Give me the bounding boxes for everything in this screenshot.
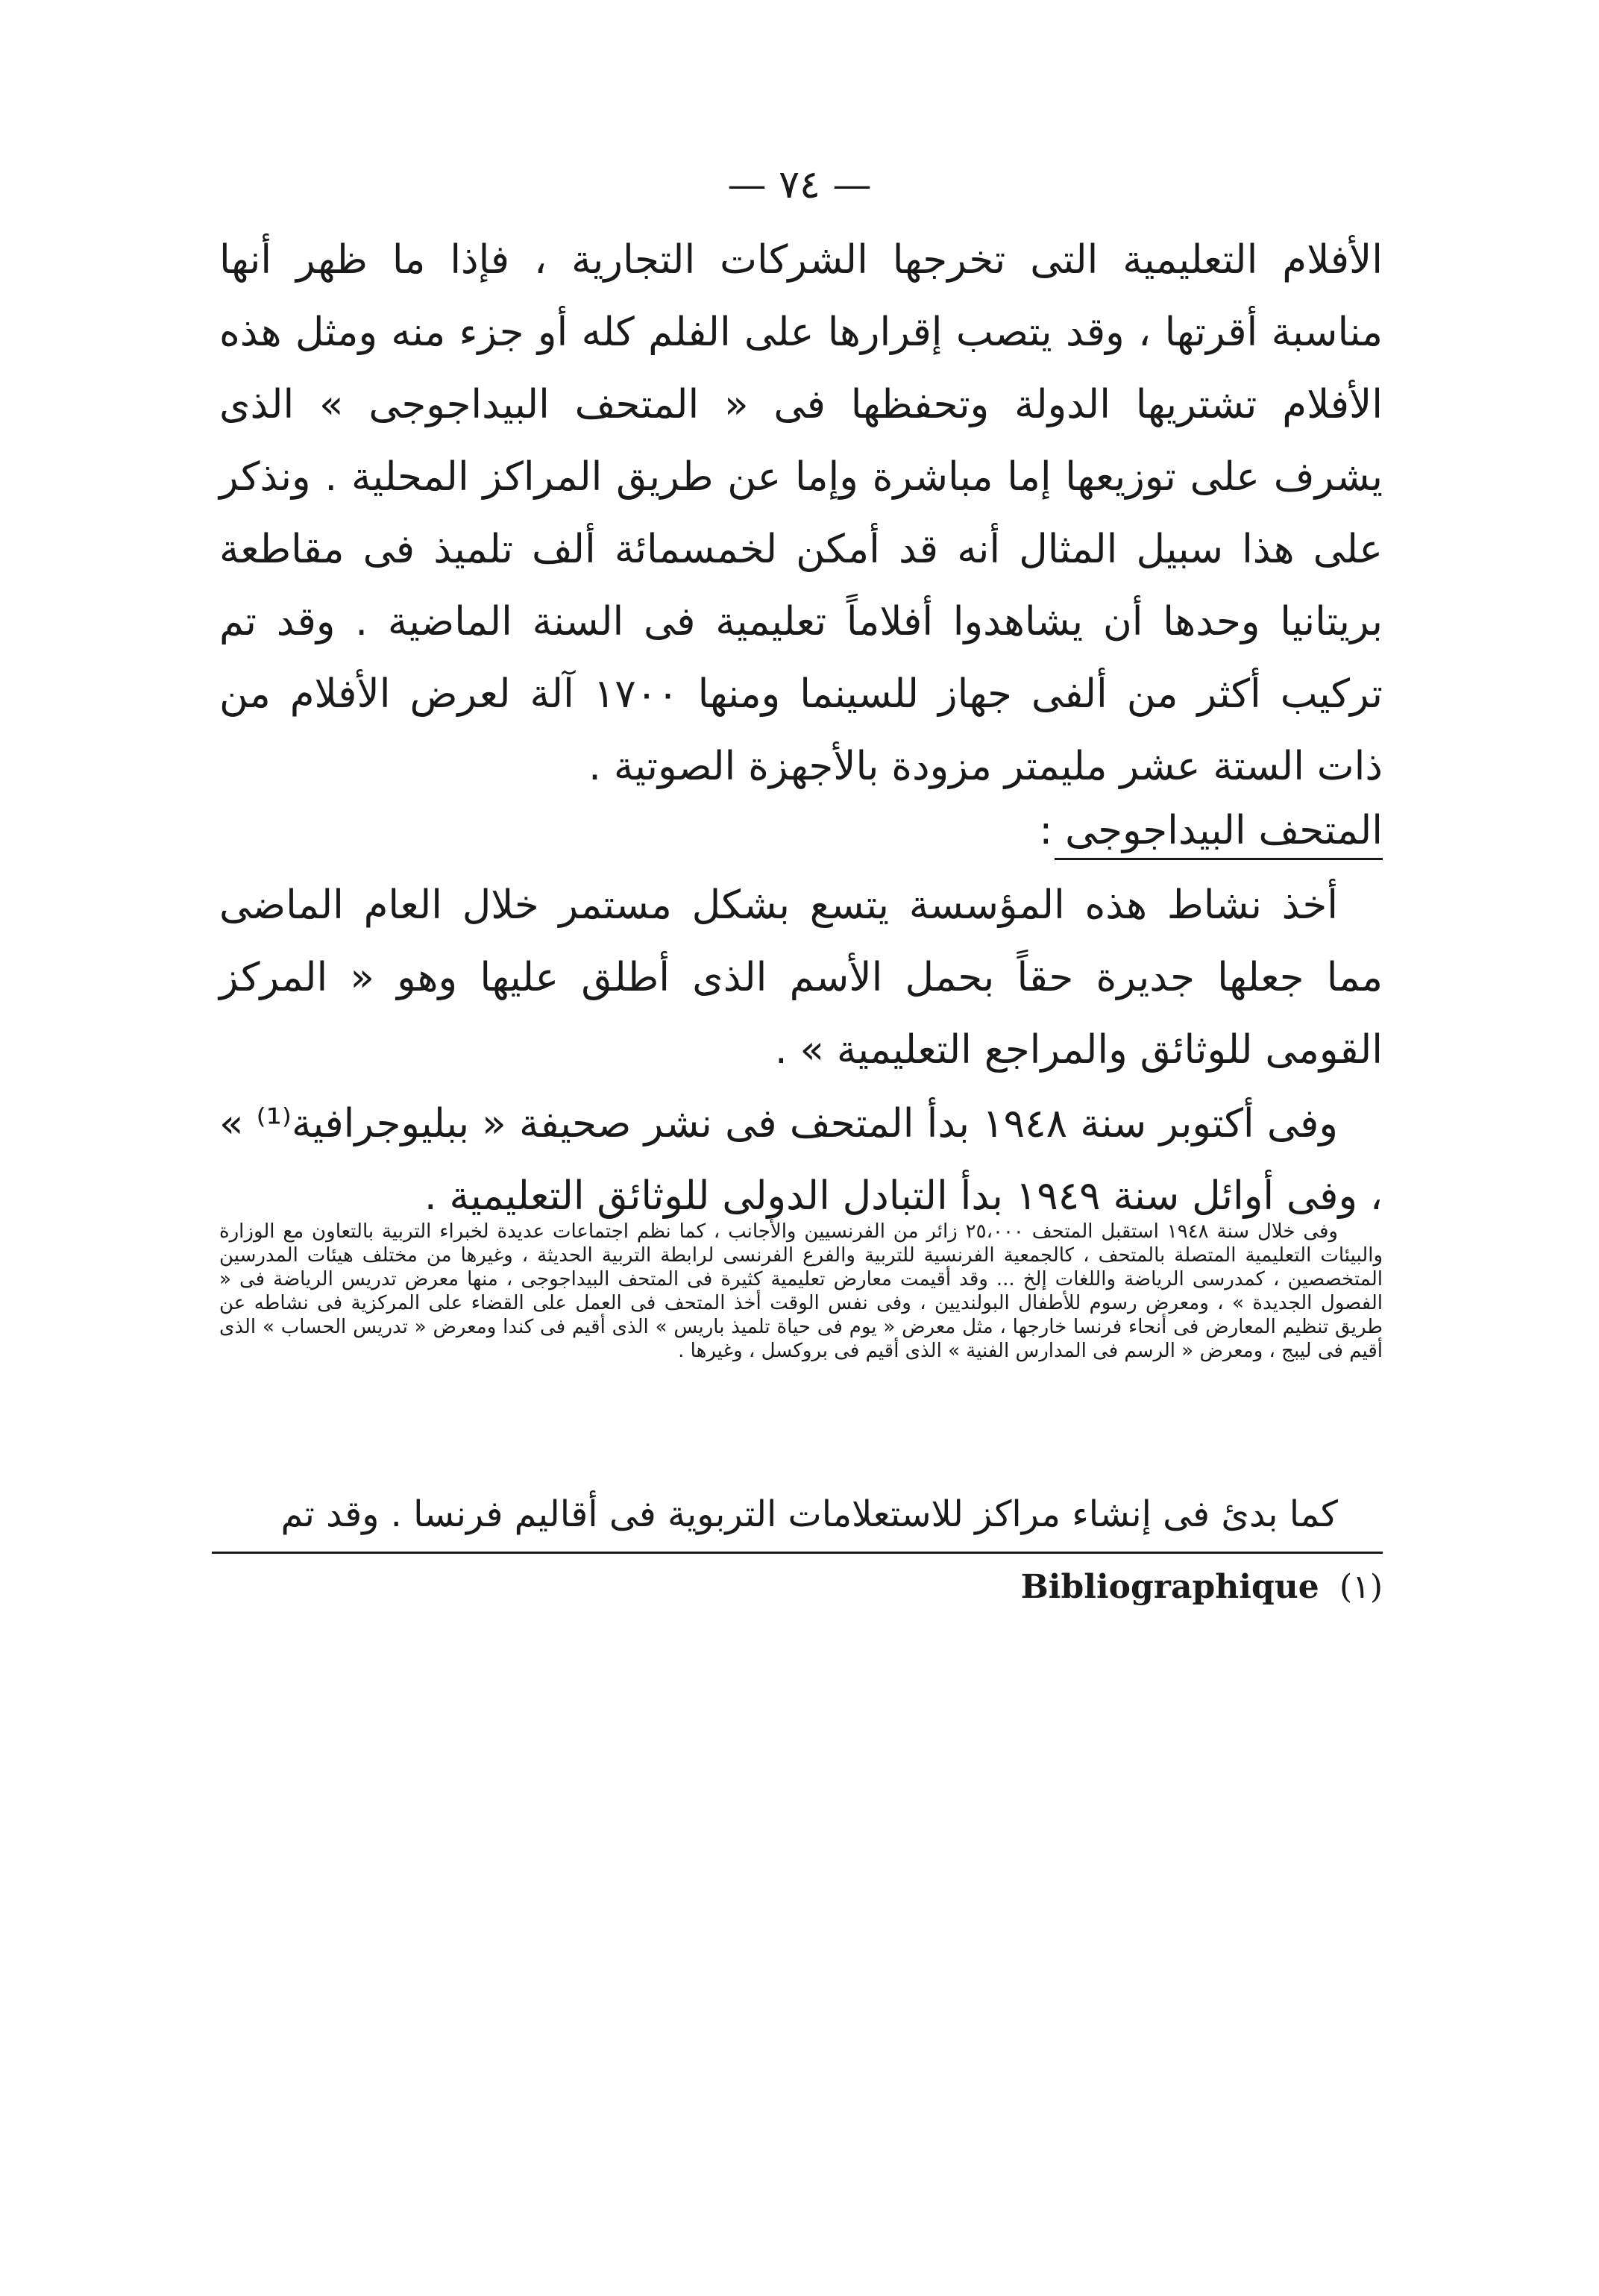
paragraph-exhibitions: وفى خلال سنة ١٩٤٨ استقبل المتحف ٢٥،٠٠٠ زائر من الفرنسيين والأجانب ، كما نظم اجتماعات عديدة لخبراء التربية بالتعاون مع الوزارة والبيئات التعليمية المتصلة بالمتحف ، كالجمعية الفرنسية للتربية والفرع الفرنسى لرابطة التربية الحديثة ، وغيرها من مختلف هيئات المدرسين المتخصصين ، كمدرسى الرياضة واللغات إلخ ... وقد أقيمت معارض تعليمية كثيرة فى المتحف البيداجوجى ، منها معرض تدريس الرياضة فى « الفصول الجديدة » ، ومعرض رسوم للأطفال البولنديين ، وفى نفس الوقت أخذ المتحف فى العمل على القضاء على المركزية فى نشاطه عن طريق تنظيم المعارض فى أنحاء فرنسا خارجها ، مثل معرض « يوم فى حياة تلميذ باريس » الذى أقيم فى كندا ومعرض « تدريس الحساب » الذى أقيم فى ليبج ، ومعرض « الرسم فى المدارس الفنية » الذى أقيم فى بروكسل ، وغيرها . — [219, 1220, 1383, 1362]
paragraph-info-centers: كما بدئ فى إنشاء مراكز للاستعلامات التربوية فى أقاليم فرنسا . وقد تم — [280, 1493, 1338, 1535]
footnote — [1021, 1558, 1383, 1617]
paragraph-museum-activity: أخذ نشاط هذه المؤسسة يتسع بشكل مستمر خلال العام الماضى مما جعلها جديرة حقاً بحمل الأسم الذى أطلق عليها وهو « المركز القومى للوثائق والمراجع التعليمية » . — [219, 882, 1383, 1073]
section-heading: المتحف البيداجوجى : — [1039, 808, 1383, 853]
page-number: — ٧٤ — — [727, 163, 872, 207]
footnote-separator — [212, 1552, 1383, 1554]
paragraph-intro: الأفلام التعليمية التى تخرجها الشركات التجارية ، فإذا ما ظهر أنها مناسبة أقرتها ، وقد يتصب إقرارها على الفلم كله أو جزء منه ومثل هذه الأفلام تشتريها الدولة وتحفظها فى « المتحف البيداجوجى » الذى يشرف على توزيعها إما مباشرة وإما عن طريق المراكز المحلية . ونذكر على هذا سبيل المثال أنه قد أمكن لخمسمائة ألف تلميذ فى مقاطعة بريتانيا وحدها أن يشاهدوا أفلاماً تعليمية فى السنة الماضية . وقد تم تركيب أكثر من ألفى جهاز للسينما ومنها ١٧٠٠ آلة لعرض الأفلام من ذات الستة عشر مليمتر مزودة بالأجهزة الصوتية . — [219, 237, 1383, 789]
heading-underline — [1055, 858, 1383, 860]
footnote-text: Bibliographique — [1020, 1568, 1319, 1606]
footnote-marker: (١) — [1339, 1568, 1383, 1606]
paragraph-bibliography: وفى أكتوبر سنة ١٩٤٨ بدأ المتحف فى نشر صحيفة « ببليوجرافية⁽¹⁾ » ، وفى أوائل سنة ١٩٤٩ بدأ التبادل الدولى للوثائق التعليمية . — [219, 1101, 1383, 1219]
